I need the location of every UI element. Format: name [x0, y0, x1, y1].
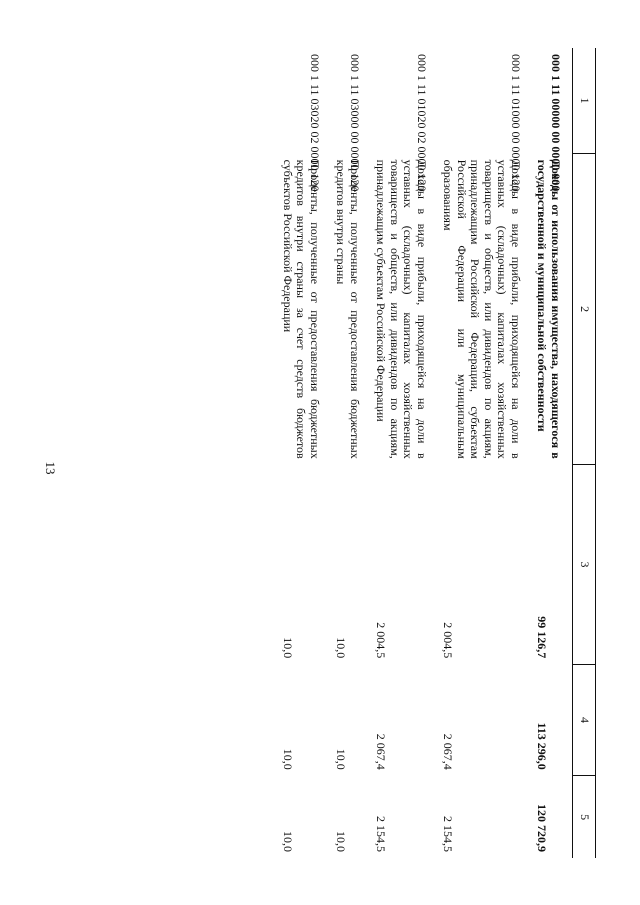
- value-col-5: 10,0: [281, 831, 295, 852]
- revenue-description: Доходы в виде прибыли, приходящейся на доли в уставных (складочных) капиталах хозяйственных товариществ и обществ, или дивидендов по акциям, принадлежащим Российской Федерации, субъектам Российской Федерации или муниципальным образованиям: [441, 159, 523, 459]
- revenue-description: Проценты, полученные от предоставления бюджетных кредитов внутри страны за счет средств бюджетов субъектов Российской Федерации: [281, 159, 322, 459]
- table-row: [438, 48, 532, 858]
- value-col-5: 2 154,5: [441, 816, 456, 852]
- value-col-4: 113 296,0: [535, 722, 550, 770]
- revenue-description: Доходы от использования имущества, находящегося в государственной и муниципальной собственности: [535, 159, 563, 459]
- table-row: [532, 48, 573, 858]
- value-col-5: 2 154,5: [374, 816, 389, 852]
- budget-code: 000 1 11 00000 00 0000 000: [549, 54, 563, 192]
- value-col-3: 2 004,5: [374, 622, 389, 659]
- column-number-header: [573, 48, 596, 858]
- revenue-description: Доходы в виде прибыли, приходящейся на доли в уставных (складочных) капиталах хозяйственных товариществ и обществ, или дивидендов по акциям, принадлежащим субъектам Российской Федерации: [374, 159, 429, 459]
- value-col-3: 99 126,7: [535, 616, 550, 659]
- value-col-4: 2 067,4: [374, 733, 389, 770]
- rotated-page: [86, 48, 596, 858]
- budget-code: 000 1 11 03020 02 0000 120: [308, 54, 322, 192]
- table-row: [278, 48, 332, 858]
- revenue-description: Проценты, полученные от предоставления бюджетных кредитов внутри страны: [334, 159, 362, 459]
- value-col-3: 2 004,5: [441, 622, 456, 659]
- column-header-2: 2: [573, 154, 596, 465]
- value-col-5: 120 720,9: [535, 804, 550, 852]
- budget-code: 000 1 11 03000 00 0000 120: [348, 54, 362, 192]
- budget-code: 000 1 11 01000 00 0000 120: [509, 54, 523, 192]
- table-row: [331, 48, 371, 858]
- revenue-table: [278, 48, 597, 858]
- budget-code: 000 1 11 01020 02 0000 120: [415, 54, 429, 192]
- table-row: [371, 48, 438, 858]
- value-col-4: 10,0: [281, 748, 295, 770]
- value-col-5: 10,0: [334, 831, 349, 852]
- value-col-4: 2 067,4: [441, 733, 456, 770]
- value-col-3: 10,0: [281, 637, 295, 659]
- column-header-4: 4: [573, 664, 596, 776]
- value-col-4: 10,0: [334, 748, 349, 770]
- page-number: 13: [43, 461, 58, 475]
- value-col-3: 10,0: [334, 637, 349, 659]
- column-header-1: 1: [573, 48, 596, 154]
- column-header-5: 5: [573, 776, 596, 858]
- column-header-3: 3: [573, 465, 596, 665]
